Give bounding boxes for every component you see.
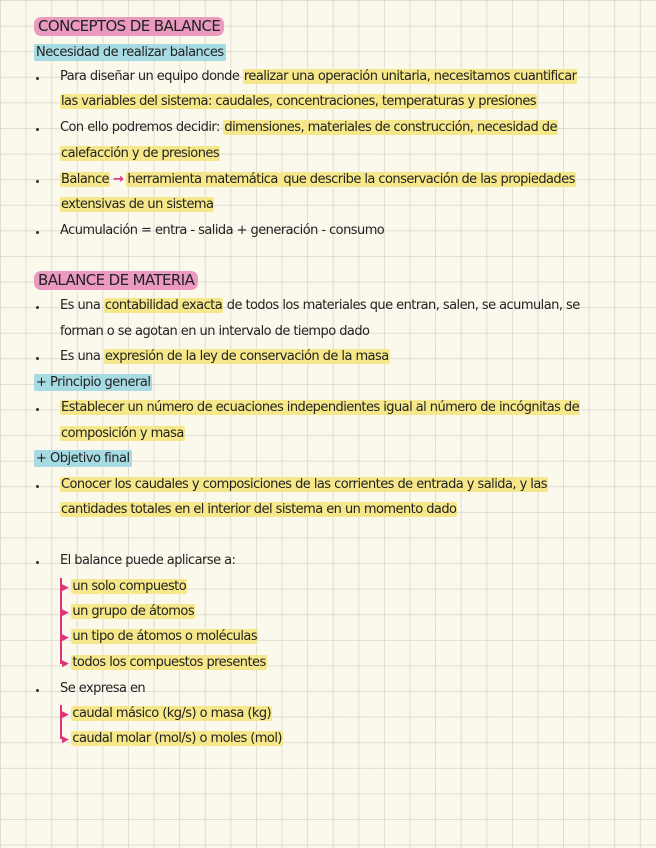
subtitle-objetivo: + Objetivo final bbox=[36, 451, 130, 466]
text: forman o se agotan en un intervalo de tiempo dado bbox=[60, 324, 370, 339]
bullet-dot bbox=[36, 231, 39, 234]
text: Para diseñar un equipo donde bbox=[60, 69, 243, 84]
bullet-line bbox=[60, 119, 558, 137]
list-item bbox=[62, 628, 258, 647]
bullet-line-continuation bbox=[60, 93, 537, 111]
equation-text: Acumulación = entra - salida + generación - consumo bbox=[60, 223, 385, 238]
bullet-line bbox=[60, 348, 390, 366]
bullet-dot bbox=[36, 561, 39, 564]
bullet-line-continuation bbox=[60, 425, 185, 443]
bullet-dot bbox=[36, 77, 39, 80]
text: El balance puede aplicarse a: bbox=[60, 553, 236, 568]
text: Es una bbox=[60, 349, 104, 364]
bullet-line bbox=[60, 222, 384, 240]
text: Se expresa en bbox=[60, 681, 146, 696]
subtitle-necesidad: Necesidad de realizar balances bbox=[36, 45, 224, 60]
arrow-right-icon: → bbox=[113, 172, 124, 187]
bullet-line-continuation bbox=[60, 145, 220, 163]
subtitle-principio: + Principio general bbox=[36, 375, 151, 390]
text: Es una bbox=[60, 298, 104, 313]
highlight-text: caudal molar (mol/s) o moles (mol) bbox=[72, 731, 282, 746]
highlight-text: calefacción y de presiones bbox=[61, 146, 220, 161]
highlight-text: todos los compuestos presentes bbox=[72, 655, 266, 670]
highlight-text: contabilidad exacta bbox=[104, 298, 223, 313]
arrow-right-icon: ▶ bbox=[62, 735, 69, 745]
section-title-balance-materia: BALANCE DE MATERIA bbox=[34, 271, 198, 290]
highlight-text: un grupo de átomos bbox=[72, 604, 195, 619]
bullet-line bbox=[60, 552, 235, 570]
bullet-line bbox=[60, 399, 580, 417]
bullet-dot bbox=[36, 485, 39, 488]
highlight-text: Conocer los caudales y composiciones de las corrientes de entrada y salida, y las bbox=[61, 477, 547, 492]
highlight-text: dimensiones, materiales de construcción, necesidad de bbox=[224, 120, 557, 135]
bullet-line bbox=[60, 476, 548, 494]
highlight-text: Establecer un número de ecuaciones independientes igual al número de incógnitas de bbox=[61, 400, 580, 415]
list-item bbox=[62, 603, 195, 622]
highlight-text: realizar una operación unitaria, necesitamos cuantificar bbox=[243, 69, 577, 84]
bullet-line bbox=[60, 680, 145, 698]
text: de todos los materiales que entran, salen, se acumulan, se bbox=[223, 298, 580, 313]
highlight-text: cantidades totales en el interior del sistema en un momento dado bbox=[61, 502, 457, 517]
arrow-right-icon: ▶ bbox=[62, 608, 69, 618]
arrow-right-icon: ▶ bbox=[62, 633, 69, 643]
highlight-text: expresión de la ley de conservación de la masa bbox=[104, 349, 389, 364]
bullet-dot bbox=[36, 408, 39, 411]
bullet-line bbox=[60, 171, 576, 189]
bullet-line bbox=[60, 68, 577, 86]
list-item bbox=[62, 654, 267, 673]
list-item bbox=[62, 705, 272, 724]
arrow-right-icon: ▶ bbox=[62, 583, 69, 593]
list-item bbox=[62, 578, 187, 597]
highlight-text: Balance bbox=[61, 172, 109, 187]
highlight-text: caudal másico (kg/s) o masa (kg) bbox=[72, 706, 272, 721]
highlight-text: herramienta matemática bbox=[127, 172, 278, 187]
arrow-right-icon: ▶ bbox=[62, 659, 69, 669]
highlight-text: que describe la conservación de las propiedades bbox=[279, 172, 575, 187]
highlight-text: extensivas de un sistema bbox=[61, 197, 214, 212]
highlight-text: un tipo de átomos o moléculas bbox=[72, 629, 258, 644]
bullet-line-continuation bbox=[60, 196, 214, 214]
bullet-dot bbox=[36, 357, 39, 360]
section-title-conceptos: CONCEPTOS DE BALANCE bbox=[34, 17, 224, 36]
highlight-text: un solo compuesto bbox=[72, 579, 187, 594]
highlight-text: las variables del sistema: caudales, concentraciones, temperaturas y presiones bbox=[61, 94, 537, 109]
bullet-dot bbox=[36, 180, 39, 183]
highlight-text: composición y masa bbox=[61, 426, 184, 441]
bullet-dot bbox=[36, 689, 39, 692]
arrow-right-icon: ▶ bbox=[62, 710, 69, 720]
list-item bbox=[62, 730, 283, 749]
text: Con ello podremos decidir: bbox=[60, 120, 224, 135]
bullet-dot bbox=[36, 128, 39, 131]
bullet-dot bbox=[36, 306, 39, 309]
bullet-line-continuation bbox=[60, 323, 369, 341]
bullet-line bbox=[60, 297, 580, 315]
bullet-line-continuation bbox=[60, 501, 457, 519]
